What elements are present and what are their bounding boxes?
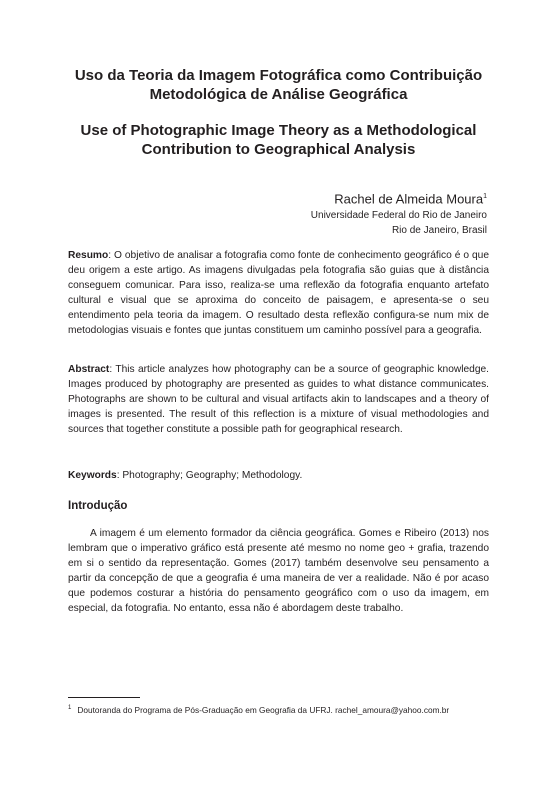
author-footnote-mark: 1 — [483, 193, 487, 200]
author-name: Rachel de Almeida Moura — [334, 191, 484, 207]
section-heading-introducao: Introdução — [68, 500, 128, 512]
abstract-label: Abstract — [68, 364, 110, 375]
resumo-label: Resumo — [68, 250, 109, 261]
affiliation-line-1: Universidade Federal do Rio de Janeiro — [310, 210, 487, 222]
footnote-divider — [68, 697, 140, 698]
author-block — [311, 188, 487, 238]
keywords-text: : Photography; Geography; Methodology. — [116, 470, 303, 481]
keywords-paragraph — [68, 468, 489, 483]
author-name-line — [311, 188, 487, 208]
resumo-paragraph — [68, 248, 489, 338]
footnote-mark: 1 — [68, 705, 72, 711]
footnote-text: Doutoranda do Programa de Pós-Graduação em Geografia da UFRJ. rachel_amoura@yahoo.com.br — [77, 704, 450, 715]
keywords-label: Keywords — [68, 470, 117, 481]
resumo-text: : O objetivo de analisar a fotografia como fonte de conhecimento geográfico é o que deu origem a este artigo. As imagens divulgadas pela fotografia são guias que à distância conseguem comunicar. Para isso, realiza-se uma reflexão da fotografia enquanto artefato cultural e visual que se aproxima do conceito de paisagem, e apresenta-se o seu entendimento pela teoria da imagem. O resultado desta reflexão configura-se num mix de metodologias visuais e fontes que juntas constituem um caminho possível para a geografia. — [68, 250, 489, 336]
title-en-line-2: Contribution to Geographical Analysis — [141, 141, 416, 158]
abstract-text: : This article analyzes how photography can be a source of geographic knowledge. Images produced by photography are presented as guides to what distance communicates. Photographs are shown to be cultural and visual artifacts akin to landscapes and a theory of images is presented. The result of this reflection is a mixture of visual methodologies and sources that together constitute a possible path for geographical research. — [68, 364, 489, 435]
affiliation-line-2: Rio de Janeiro, Brasil — [391, 225, 487, 237]
title-pt-line-1: Uso da Teoria da Imagem Fotográfica como Contribuição — [74, 67, 483, 84]
abstract-paragraph — [68, 362, 489, 437]
intro-paragraph: A imagem é um elemento formador da ciência geográfica. Gomes e Ribeiro (2013) nos lembram que o imperativo gráfico está presente até mesmo no nome geo + grafia, trazendo em si o sentido da representação. Gomes (2017) também desenvolve seu pensamento a partir da concepção de que a geografia é uma maneira de ver a realidade. Não é por acaso que podemos costurar a história do pensamento geográfico com o uso da imagem, em especial, da fotografia. No entanto, essa não é abordagem deste trabalho. — [68, 528, 489, 614]
title-portuguese — [60, 66, 497, 104]
title-pt-line-2: Metodológica de Análise Geográfica — [149, 86, 408, 103]
footnote — [68, 702, 498, 716]
title-en-line-1: Use of Photographic Image Theory as a Methodological — [80, 122, 477, 139]
title-english — [60, 121, 497, 159]
